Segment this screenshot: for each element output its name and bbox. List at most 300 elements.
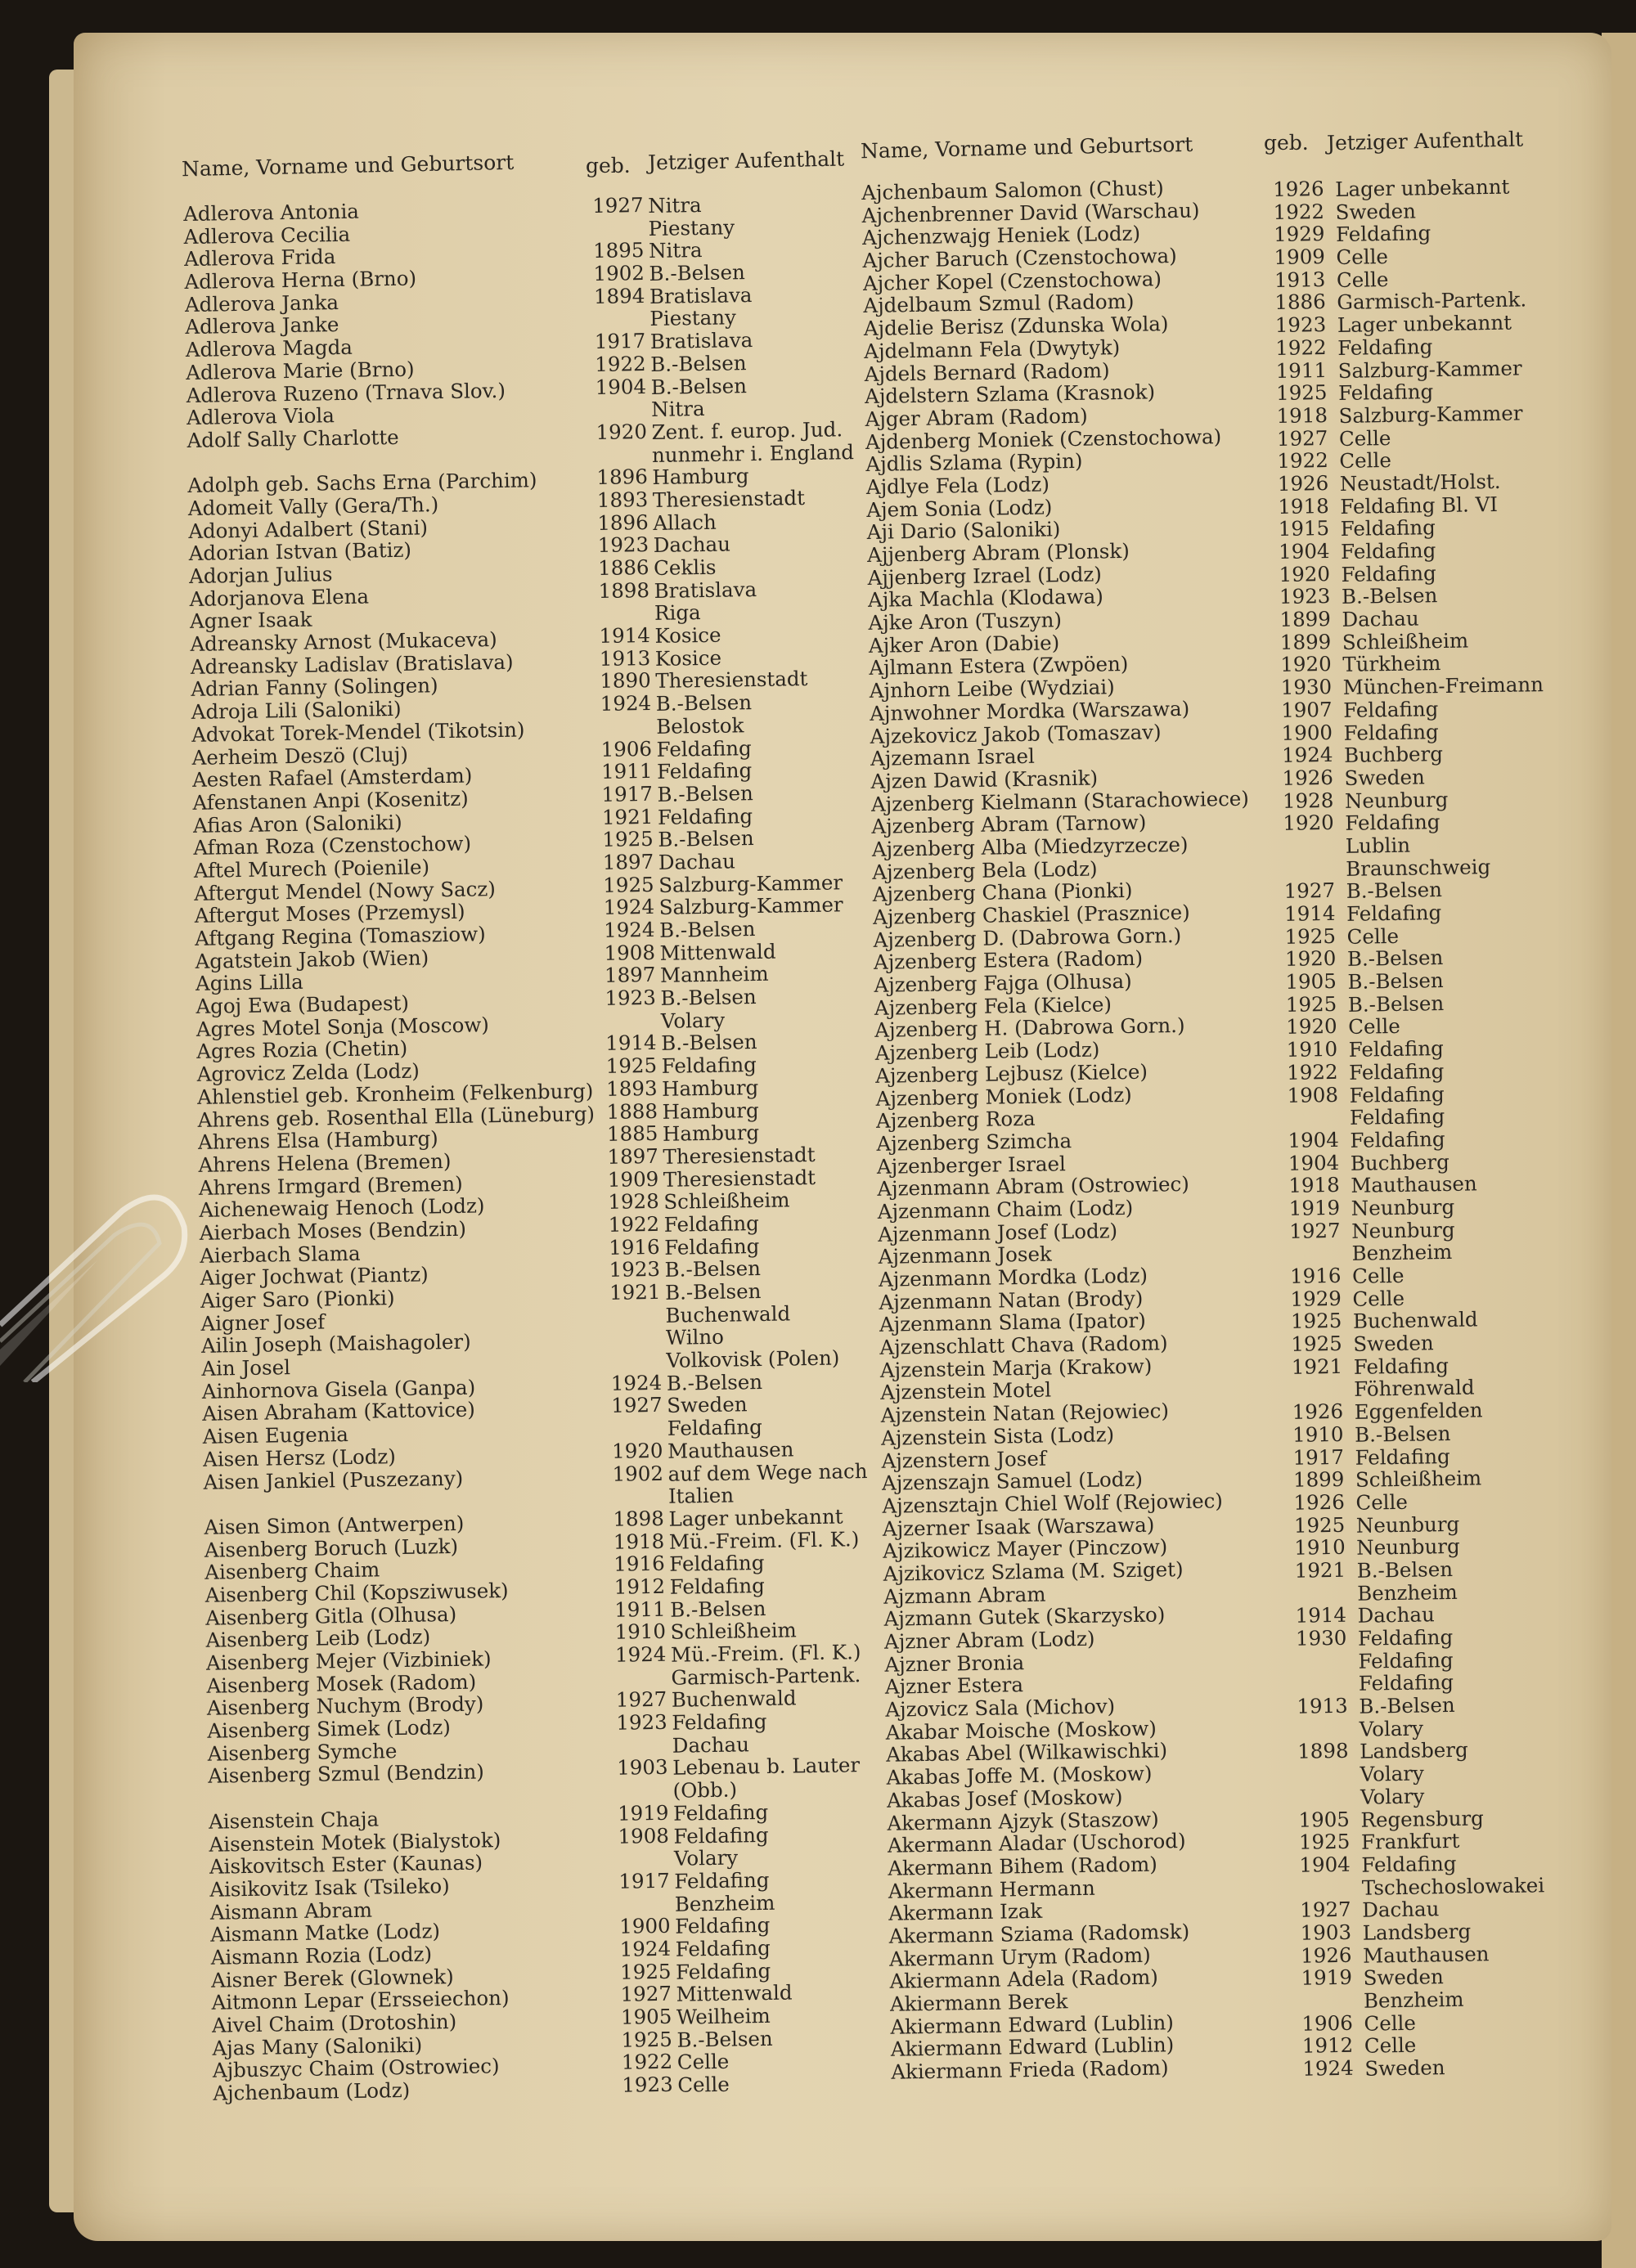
left-current-location: Nitra — [648, 238, 703, 263]
right-name-entry: Akabas Abel (Wilkawischki) — [885, 1738, 1168, 1767]
header-right-year: geb. — [1264, 131, 1309, 155]
left-birth-year: 1924 — [600, 691, 652, 716]
right-name-entry: Ajjenberg Abram (Plonsk) — [866, 538, 1130, 567]
right-birth-year: 1912 — [1301, 2033, 1354, 2059]
left-name-entry: Aisenberg Boruch (Luzk) — [204, 1534, 459, 1562]
right-birth-year: 1919 — [1288, 1195, 1341, 1220]
left-current-location: B.-Belsen — [658, 917, 756, 942]
right-name-entry: Ajzenmann Natan (Brody) — [879, 1286, 1144, 1314]
right-birth-year: 1926 — [1282, 765, 1334, 790]
right-name-entry: Ajchenbrenner David (Warschau) — [861, 198, 1200, 227]
right-current-location: Feldafing — [1353, 1353, 1449, 1379]
left-name-entry: Ailin Joseph (Maishagoler) — [200, 1330, 471, 1359]
left-name-entry: Ain Josel — [201, 1355, 291, 1381]
right-current-location: Feldafing — [1342, 696, 1439, 722]
right-name-entry: Ajzenmann Abram (Ostrowiec) — [877, 1172, 1190, 1201]
left-birth-year: 1885 — [606, 1121, 658, 1147]
left-current-location: Nitra — [650, 397, 705, 422]
right-current-location: Lager unbekannt — [1337, 310, 1512, 338]
right-birth-year: 1929 — [1273, 222, 1325, 247]
right-birth-year: 1905 — [1298, 1807, 1351, 1832]
left-current-location: Belostok — [655, 713, 744, 739]
header-left-year: geb. — [586, 154, 631, 177]
right-birth-year: 1917 — [1292, 1444, 1345, 1470]
right-birth-year: 1899 — [1292, 1467, 1345, 1492]
right-birth-year: 1913 — [1274, 267, 1326, 292]
left-current-location: Feldafing — [661, 1053, 757, 1078]
left-name-entry: Aiskovitsch Ester (Kaunas) — [209, 1850, 483, 1879]
right-name-entry: Ajzenberg Alba (Miedzyrzecze) — [871, 832, 1189, 861]
right-current-location: Regensburg — [1360, 1805, 1485, 1832]
left-current-location: Feldafing — [663, 1210, 760, 1237]
left-birth-year: 1916 — [608, 1234, 660, 1260]
left-name-entry: Aisenberg Simek (Lodz) — [207, 1715, 452, 1743]
left-birth-year: 1897 — [602, 849, 654, 874]
right-birth-year: 1910 — [1294, 1535, 1346, 1561]
right-name-entry: Ajzner Estera — [884, 1673, 1024, 1700]
left-birth-year — [594, 307, 645, 330]
left-name-entry: Adlerova Herna (Brno) — [184, 266, 417, 294]
right-name-entry: Ajzensztajn Chiel Wolf (Rejowiec) — [882, 1489, 1224, 1518]
left-name-entry: Aftgang Regina (Tomasziow) — [194, 922, 486, 950]
left-birth-year: 1911 — [600, 759, 653, 784]
right-name-entry: Ajzenberg Chana (Pionki) — [872, 878, 1133, 907]
left-current-location: Hamburg — [652, 464, 749, 490]
right-birth-year: 1927 — [1288, 1218, 1341, 1243]
right-current-location: Landsberg — [1359, 1738, 1468, 1764]
right-name-entry: Ajzenberg Fela (Kielce) — [874, 992, 1112, 1020]
left-birth-year: 1906 — [600, 736, 653, 761]
left-name-entry: Aftergut Mendel (Nowy Sacz) — [194, 876, 497, 905]
left-name-entry: Agner Isaak — [189, 607, 312, 634]
right-name-entry: Akermann Aladar (Uschorod) — [887, 1829, 1186, 1857]
left-current-location: Feldafing — [656, 735, 752, 761]
right-current-location: Feldafing — [1361, 1851, 1457, 1877]
left-name-entry: Ajbuszyc Chaim (Ostrowiec) — [212, 2054, 500, 2083]
right-name-entry: Ajdelbaum Szmul (Radom) — [863, 290, 1135, 318]
right-current-location: Feldafing — [1350, 1126, 1445, 1152]
right-current-location: Feldafing — [1358, 1647, 1454, 1673]
left-birth-year: 1905 — [620, 2004, 672, 2029]
right-current-location: Sweden — [1335, 199, 1417, 224]
left-name-entry: Adlerova Frida — [183, 245, 336, 272]
right-current-location: Feldafing — [1349, 1081, 1445, 1107]
left-birth-year: 1919 — [617, 1800, 669, 1826]
left-name-entry: Adlerova Marie (Brno) — [186, 357, 415, 384]
left-current-location: Feldafing — [657, 803, 753, 829]
left-birth-year: 1923 — [597, 532, 649, 558]
right-birth-year: 1918 — [1276, 402, 1328, 428]
left-current-location: Dachau — [658, 849, 736, 874]
left-birth-year — [592, 217, 644, 240]
right-current-location: Benzheim — [1363, 1987, 1464, 2013]
right-name-entry: Ajdenberg Moniek (Czenstochowa) — [865, 424, 1222, 454]
right-birth-year: 1905 — [1285, 968, 1337, 994]
left-current-location: Feldafing — [667, 1415, 763, 1440]
left-current-location: Feldafing — [656, 758, 753, 784]
left-birth-year — [613, 1484, 664, 1508]
right-current-location: B.-Belsen — [1356, 1556, 1454, 1583]
right-name-entry: Ajzner Abram (Lodz) — [883, 1626, 1095, 1654]
right-birth-year: 1904 — [1288, 1150, 1340, 1175]
right-name-entry: Ajnwohner Mordka (Warszawa) — [869, 696, 1190, 725]
left-birth-year: 1921 — [601, 804, 654, 829]
left-current-location: Feldafing — [669, 1573, 766, 1599]
left-birth-year: 1893 — [596, 487, 649, 512]
right-current-location: Celle — [1336, 267, 1389, 292]
right-current-location: Celle — [1364, 2010, 1417, 2036]
left-birth-year: 1920 — [596, 419, 648, 444]
right-current-location: Sweden — [1363, 1965, 1445, 1991]
right-name-entry: Ajzenberg Kielmann (Starachowiece) — [870, 786, 1250, 816]
right-birth-year: 1925 — [1293, 1512, 1346, 1538]
left-name-entry: Aisenberg Chaim — [204, 1557, 380, 1585]
left-current-location: B.-Belsen — [649, 260, 745, 286]
left-current-location: Volary — [673, 1845, 739, 1871]
left-birth-year: 1913 — [599, 645, 651, 671]
left-current-location: auf dem Wege nach — [667, 1458, 868, 1486]
right-birth-year: 1918 — [1288, 1173, 1340, 1198]
right-birth-year: 1923 — [1279, 584, 1331, 609]
left-birth-year — [617, 1779, 668, 1803]
right-birth-year: 1925 — [1284, 923, 1337, 949]
right-birth-year: 1920 — [1280, 652, 1332, 677]
right-current-location: Lager unbekannt — [1334, 174, 1510, 201]
left-name-entry: Aierbach Slama — [199, 1241, 361, 1268]
left-current-location: Ceklis — [653, 555, 717, 580]
left-birth-year: 1918 — [613, 1529, 665, 1554]
right-birth-year: 1907 — [1280, 697, 1333, 722]
left-name-entry: Aisenberg Szmul (Bendzin) — [207, 1759, 485, 1789]
right-current-location: Neustadt/Holst. — [1339, 469, 1501, 496]
left-birth-year: 1908 — [604, 940, 656, 965]
left-current-location: (Obb.) — [672, 1777, 738, 1803]
left-name-entry: Ajas Many (Saloniki) — [212, 2032, 423, 2060]
right-name-entry: Ajzenstein Marja (Krakow) — [879, 1354, 1153, 1382]
left-name-entry: Adolf Sally Charlotte — [187, 424, 399, 452]
right-birth-year: 1926 — [1277, 470, 1329, 496]
right-places-column — [1335, 175, 1566, 2080]
right-current-location: Dachau — [1362, 1897, 1440, 1922]
left-name-entry: Adlerova Magda — [185, 335, 353, 362]
left-birth-year: 1895 — [592, 238, 645, 263]
left-name-entry: Aisen Eugenia — [202, 1422, 349, 1448]
right-current-location: Feldafing — [1340, 538, 1436, 564]
left-current-location: Buchenwald — [671, 1686, 797, 1713]
right-birth-year: 1925 — [1285, 991, 1337, 1017]
right-birth-year: 1927 — [1276, 425, 1328, 451]
left-birth-year: 1911 — [614, 1597, 666, 1622]
right-birth-year: 1886 — [1274, 290, 1326, 315]
right-current-location: Celle — [1346, 923, 1400, 949]
right-current-location: Feldafing — [1348, 1036, 1445, 1062]
right-name-entry: Akermann Ajzyk (Staszow) — [887, 1807, 1159, 1835]
left-birth-year: 1893 — [605, 1076, 658, 1101]
left-name-entry: Aisenberg Symche — [207, 1738, 398, 1766]
left-birth-year: 1888 — [606, 1098, 658, 1124]
right-name-entry: Ajdlye Fela (Lodz) — [865, 472, 1050, 499]
left-current-location: Feldafing — [672, 1709, 767, 1735]
left-birth-year: 1912 — [614, 1574, 666, 1599]
left-birth-year — [605, 1009, 657, 1033]
right-name-entry: Aji Dario (Saloniki) — [866, 517, 1061, 545]
right-name-entry: Ajzenmann Josef (Lodz) — [877, 1218, 1118, 1246]
right-current-location: Buchberg — [1350, 1149, 1450, 1175]
left-name-entry: Aismann Abram — [209, 1897, 373, 1924]
right-name-entry: Akermann Hermann — [888, 1875, 1095, 1903]
right-name-entry: Akiermann Edward (Lublin) — [890, 2010, 1175, 2039]
right-name-entry: Ajchenbaum Salomon (Chust) — [861, 176, 1164, 204]
right-birth-year: 1920 — [1283, 811, 1334, 836]
left-current-location: Buchenwald — [665, 1301, 791, 1327]
right-name-entry: Ajlmann Estera (Zwpöen) — [869, 652, 1129, 680]
left-current-location: B.-Belsen — [661, 1030, 757, 1056]
right-current-location: Feldafing — [1349, 1104, 1445, 1130]
right-current-location: Salzburg-Kammer — [1338, 401, 1523, 428]
right-name-entry: Ajger Abram (Radom) — [865, 403, 1088, 431]
left-name-entry: Ainhornova Gisela (Ganpa) — [201, 1375, 476, 1403]
right-name-entry: Akiermann Frieda (Radom) — [891, 2055, 1169, 2084]
right-name-entry: Akiermann Adela (Radom) — [889, 1965, 1159, 1994]
left-name-entry: Aftergut Moses (Przemysl) — [194, 900, 465, 928]
left-names-column — [183, 196, 610, 2104]
right-name-entry: Ajzenberg Szimcha — [876, 1128, 1072, 1156]
right-birth-year — [1288, 1106, 1339, 1130]
right-birth-year: 1925 — [1291, 1331, 1342, 1356]
right-current-location: Celle — [1351, 1263, 1405, 1288]
left-name-entry: Aisenberg Nuchym (Brody) — [206, 1691, 484, 1721]
right-name-entry: Ajzenberg H. (Dabrowa Gorn.) — [874, 1013, 1185, 1043]
left-name-entry: Adlerova Janke — [185, 312, 339, 339]
right-name-entry: Ajzen Dawid (Krasnik) — [870, 766, 1099, 793]
left-current-location: Salzburg-Kammer — [658, 869, 843, 897]
right-birth-year: 1922 — [1277, 448, 1329, 474]
right-birth-year: 1911 — [1275, 357, 1328, 383]
left-name-entry: Adorjan Julius — [188, 562, 333, 588]
header-left-name: Name, Vorname und Geburtsort — [181, 150, 515, 182]
right-name-entry: Akermann Sziama (Radomsk) — [888, 1919, 1190, 1948]
left-birth-year: 1917 — [618, 1868, 670, 1893]
right-birth-year — [1301, 1989, 1353, 2013]
left-birth-year: 1914 — [605, 1031, 657, 1056]
right-birth-year: 1898 — [1297, 1739, 1349, 1764]
right-birth-year: 1927 — [1300, 1897, 1351, 1922]
left-current-location: Bratislava — [649, 328, 753, 354]
right-birth-year: 1910 — [1292, 1421, 1344, 1447]
right-name-entry: Ajdels Bernard (Radom) — [864, 357, 1110, 386]
right-current-location: Buchberg — [1343, 742, 1444, 768]
left-current-location: Weilheim — [676, 2003, 771, 2029]
left-name-entry: Aisenberg Leib (Lodz) — [205, 1624, 431, 1653]
right-name-entry: Ajzekovicz Jakob (Tomaszav) — [870, 719, 1162, 748]
right-name-entry: Ajdelstern Szlama (Krasnok) — [864, 379, 1156, 409]
right-name-entry: Ajzenberg Fajga (Olhusa) — [874, 968, 1132, 997]
left-current-location: B.-Belsen — [650, 373, 748, 399]
left-birth-year: 1902 — [593, 261, 645, 286]
right-birth-year: 1925 — [1298, 1829, 1351, 1854]
left-birth-year: 1910 — [614, 1619, 667, 1645]
left-current-location: Volary — [660, 1008, 726, 1033]
right-name-entry: Akermann Bihem (Radom) — [888, 1852, 1158, 1880]
right-current-location: Volary — [1360, 1761, 1425, 1786]
left-current-location: Feldafing — [675, 1935, 771, 1961]
left-name-entry: Aftel Murech (Poienile) — [193, 855, 430, 882]
left-birth-year: 1924 — [614, 1641, 667, 1667]
header-right-name: Name, Vorname und Geburtsort — [860, 132, 1193, 164]
right-name-entry: Ajzenberg Bela (Lodz) — [872, 856, 1098, 884]
left-current-location: Feldafing — [669, 1551, 765, 1577]
right-birth-year — [1297, 1672, 1348, 1695]
right-birth-year — [1289, 1242, 1341, 1265]
left-name-entry: Aierbach Moses (Bendzin) — [199, 1216, 467, 1245]
right-name-entry: Ajcher Baruch (Czenstochowa) — [862, 244, 1177, 273]
left-current-location: Hamburg — [661, 1075, 759, 1101]
right-birth-year: 1927 — [1283, 878, 1336, 904]
left-birth-year: 1920 — [611, 1438, 663, 1463]
left-birth-year: 1922 — [621, 2050, 673, 2075]
left-name-entry: Advokat Torek-Mendel (Tikotsin) — [191, 717, 525, 747]
right-name-entry: Ajzner Bronia — [884, 1650, 1025, 1677]
left-current-location: Zent. f. europ. Jud. — [651, 417, 843, 444]
paper-clip-icon — [0, 1178, 196, 1382]
right-birth-year: 1919 — [1301, 1965, 1353, 1991]
right-birth-year: 1904 — [1299, 1852, 1351, 1877]
left-current-location: B.-Belsen — [658, 826, 754, 852]
left-birth-year: 1925 — [603, 872, 654, 897]
right-name-entry: Ajzenszajn Samuel (Lodz) — [881, 1466, 1144, 1495]
right-birth-year: 1914 — [1295, 1603, 1347, 1628]
right-current-location: Neunburg — [1356, 1534, 1460, 1561]
right-current-location: Feldafing — [1358, 1670, 1454, 1696]
left-birth-year: 1894 — [593, 283, 645, 308]
left-current-location: Bratislava — [654, 577, 757, 603]
right-name-entry: Ajzenberg Abram (Tarnow) — [871, 810, 1147, 839]
right-current-location: Lublin — [1345, 833, 1411, 858]
left-current-location: Mü.-Freim. (Fl. K.) — [670, 1640, 861, 1667]
left-current-location: Sweden — [667, 1392, 748, 1418]
right-birth-year: 1920 — [1279, 561, 1331, 586]
right-birth-year: 1913 — [1297, 1693, 1348, 1718]
right-current-location: Celle — [1355, 1489, 1409, 1515]
left-current-location: Salzburg-Kammer — [658, 892, 843, 920]
left-name-entry: Adlerova Janka — [184, 290, 339, 317]
left-name-entry: Aesten Rafael (Amsterdam) — [191, 763, 473, 793]
right-name-entry: Akabas Josef (Moskow) — [886, 1785, 1123, 1812]
right-birth-year: 1925 — [1275, 380, 1328, 406]
right-current-location: Neunburg — [1351, 1217, 1455, 1243]
left-current-location: B.-Belsen — [669, 1596, 766, 1622]
left-name-entry: Aisenberg Gitla (Olhusa) — [204, 1601, 457, 1630]
left-name-entry: Aisen Hersz (Lodz) — [202, 1444, 397, 1471]
right-current-location: Sweden — [1344, 765, 1425, 790]
right-current-location: München-Freimann — [1342, 672, 1544, 700]
right-current-location: Buchenwald — [1352, 1307, 1478, 1334]
right-name-entry: Ajjenberg Izrael (Lodz) — [867, 562, 1103, 590]
right-name-entry: Akermann Urym (Radom) — [888, 1942, 1151, 1971]
right-current-location: Feldafing — [1343, 719, 1439, 745]
right-birth-year: 1908 — [1287, 1082, 1339, 1107]
left-name-entry: Aisenstein Chaja — [208, 1807, 380, 1834]
right-name-entry: Ajzenberg Roza — [875, 1106, 1036, 1134]
left-birth-year: 1923 — [605, 985, 657, 1010]
left-current-location: Mittenwald — [659, 939, 776, 965]
left-name-entry: Ahlenstiel geb. Kronheim (Felkenburg) — [196, 1079, 594, 1109]
right-birth-year — [1297, 1763, 1349, 1786]
right-names-column — [861, 176, 1269, 2084]
right-name-entry: Ajdlis Szlama (Rypin) — [865, 449, 1083, 477]
right-birth-year: 1926 — [1272, 177, 1324, 201]
right-birth-year — [1295, 1581, 1346, 1605]
left-name-entry: Aisen Abraham (Kattovice) — [202, 1398, 476, 1426]
right-current-location: Celle — [1336, 245, 1389, 270]
right-name-entry: Ajzenberger Israel — [876, 1151, 1067, 1179]
left-birth-year: 1917 — [594, 329, 646, 354]
right-current-location: Sweden — [1364, 2055, 1445, 2081]
left-name-entry: Aivel Chaim (Drotoshin) — [211, 2010, 457, 2037]
right-birth-year: 1922 — [1275, 335, 1327, 360]
right-birth-year: 1924 — [1281, 743, 1333, 768]
right-current-location: Landsberg — [1362, 1919, 1472, 1945]
right-current-location: Celle — [1348, 1014, 1400, 1040]
left-current-location: Lager unbekannt — [668, 1504, 843, 1531]
right-name-entry: Ajzenschlatt Chava (Radom) — [879, 1331, 1168, 1359]
right-name-entry: Ajzenstein Natan (Rejowiec) — [880, 1399, 1170, 1427]
right-current-location: Celle — [1338, 425, 1391, 451]
left-name-entry: Ahrens Irmgard (Bremen) — [198, 1171, 463, 1200]
right-name-entry: Ajzenmann Slama (Ipator) — [879, 1309, 1147, 1337]
left-birth-year: 1896 — [597, 510, 649, 535]
left-birth-year: 1900 — [619, 1914, 671, 1938]
right-name-entry: Ajzenberg Lejbusz (Kielce) — [874, 1059, 1148, 1088]
right-name-entry: Ajzenmann Josek — [878, 1242, 1053, 1269]
right-birth-year: 1920 — [1286, 1014, 1337, 1040]
left-name-entry: Aisen Simon (Antwerpen) — [204, 1511, 465, 1539]
left-birth-year: 1924 — [603, 895, 655, 920]
right-name-entry: Ajzenstein Motel — [880, 1377, 1052, 1405]
left-current-location: Mannheim — [659, 962, 769, 988]
left-birth-year: 1903 — [616, 1755, 668, 1781]
left-name-entry: Adlerova Cecilia — [183, 222, 351, 249]
right-birth-year: 1903 — [1300, 1920, 1352, 1945]
left-birth-year — [615, 1665, 667, 1689]
right-current-location: Celle — [1364, 2033, 1417, 2059]
left-birth-year: 1925 — [602, 827, 654, 852]
left-current-location: Theresienstadt — [655, 667, 808, 694]
left-current-location: Hamburg — [662, 1121, 760, 1147]
right-name-entry: Akiermann Edward (Lublin) — [890, 2032, 1175, 2062]
right-birth-year: 1926 — [1292, 1399, 1344, 1424]
right-name-entry: Ajnhorn Leibe (Wydziai) — [869, 675, 1115, 703]
left-current-location: B.-Belsen — [666, 1369, 763, 1395]
right-birth-year: 1921 — [1294, 1557, 1346, 1583]
right-name-entry: Ajcher Kopel (Czenstochowa) — [862, 267, 1162, 295]
left-current-location: B.-Belsen — [660, 985, 757, 1010]
left-current-location: Celle — [676, 2050, 730, 2075]
left-current-location: Schleißheim — [670, 1618, 797, 1645]
left-birth-year: 1909 — [607, 1166, 659, 1192]
right-current-location: Garmisch-Partenk. — [1337, 287, 1527, 315]
right-birth-year — [1283, 834, 1335, 858]
right-name-entry: Ajzikovicz Szlama (M. Sziget) — [883, 1556, 1184, 1586]
left-current-location: Feldafing — [672, 1799, 769, 1826]
left-current-location: Piestany — [649, 305, 737, 331]
left-current-location: Feldafing — [663, 1233, 760, 1260]
left-name-entry: Adlerova Viola — [186, 403, 335, 430]
left-current-location: Theresienstadt — [663, 1165, 816, 1192]
right-birth-year: 1899 — [1279, 607, 1332, 631]
right-name-entry: Ajka Machla (Klodawa) — [867, 584, 1104, 613]
left-current-location: Riga — [654, 600, 701, 626]
